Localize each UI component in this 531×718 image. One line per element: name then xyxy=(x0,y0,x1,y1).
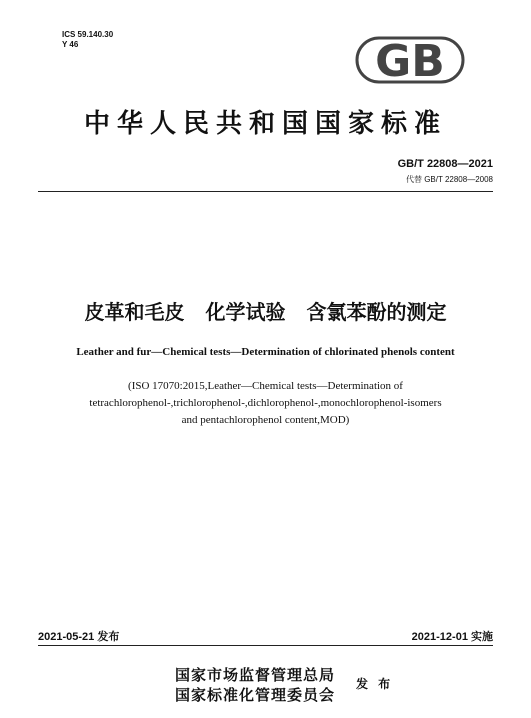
issuer-name: 国家标准化管理委员会 xyxy=(175,686,336,704)
classification-codes xyxy=(62,30,113,50)
english-title: Leather and fur—Chemical tests—Determination of chlorinated phenols content xyxy=(76,346,455,358)
issue-label: 发 布 xyxy=(356,677,391,691)
standard-number: GB/T 22808—2021 xyxy=(397,158,493,170)
implementation-date: 2021-12-01 实施 xyxy=(411,631,493,643)
chinese-title: 皮革和毛皮 化学试验 含氯苯酚的测定 xyxy=(84,300,447,324)
ics-code: ICS 59.140.30 xyxy=(62,30,114,39)
standard-category-title: 中华人民共和国国家标准 xyxy=(83,109,447,139)
iso-reference xyxy=(0,378,531,429)
issuing-authorities xyxy=(175,665,335,705)
iso-reference-line: tetrachlorophenol-,trichlorophenol-,dichlorophenol-,monochlorophenol-isomers xyxy=(89,397,442,409)
publish-date: 2021-05-21 发布 xyxy=(38,631,120,643)
gb-logo xyxy=(355,36,465,84)
ccs-code: Y 46 xyxy=(62,40,79,49)
footer-divider xyxy=(38,645,493,646)
issuer-name: 国家市场监督管理总局 xyxy=(175,666,336,684)
replaces-standard: 代替 GB/T 22808—2008 xyxy=(405,175,493,184)
header-divider xyxy=(38,191,493,192)
iso-reference-line: and pentachlorophenol content,MOD) xyxy=(181,414,350,426)
iso-reference-line: (ISO 17070:2015,Leather—Chemical tests—Determination of xyxy=(128,380,403,392)
gb-logo-text: GB xyxy=(375,36,445,84)
